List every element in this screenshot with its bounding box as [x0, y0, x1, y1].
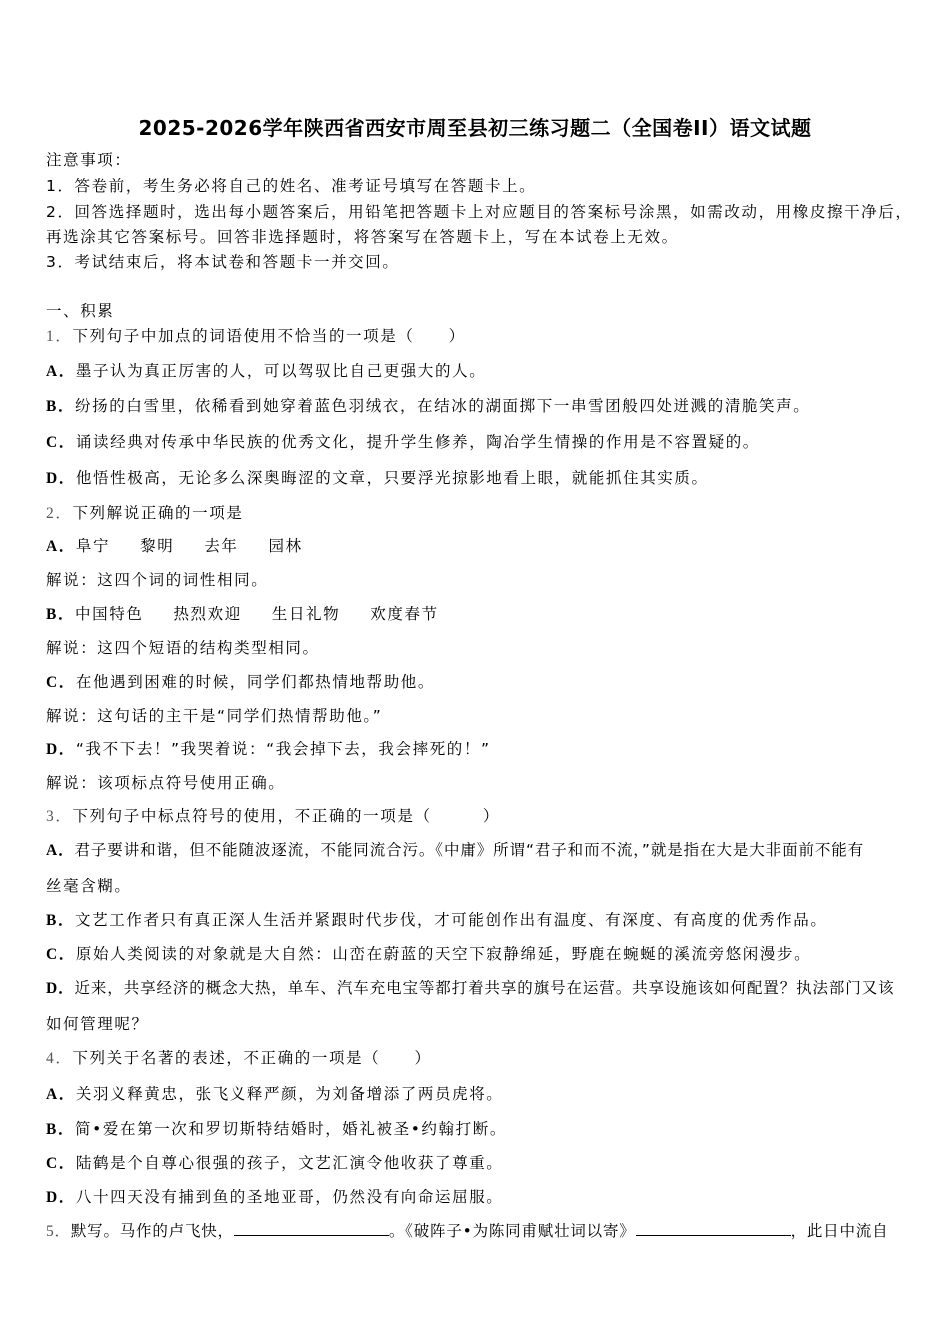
option-label: C．: [46, 434, 76, 451]
notice-item: 再选涂其它答案标号。回答非选择题时，将答案写在答题卡上，写在本试卷上无效。: [46, 228, 679, 246]
option-text: 文艺工作者只有真正深人生活并紧跟时代步伐，才可能创作出有温度、有深度、有高度的优秀作品。: [75, 911, 828, 929]
question-stem: 下列解说正确的一项是: [72, 504, 244, 522]
option-c: [46, 432, 760, 453]
question-number: 1．: [46, 328, 73, 345]
option-b: [46, 910, 827, 931]
question-text: 默写。马作的卢飞快，: [70, 1222, 234, 1240]
question-number: 4．: [46, 1050, 73, 1067]
question-4: [46, 1048, 432, 1069]
notice-item: 1．答卷前，考生务必将自己的姓名、准考证号填写在答题卡上。: [46, 177, 537, 195]
option-b: [46, 1119, 507, 1140]
question-5: [46, 1221, 888, 1242]
option-label: A．: [46, 538, 76, 555]
explanation: 解说：这四个短语的结构类型相同。: [46, 639, 320, 657]
question-stem: 下列句子中加点的词语使用不恰当的一项是（ ）: [72, 327, 466, 345]
explanation: 解说：这四个词的词性相同。: [46, 571, 269, 589]
word: 阜宁: [75, 537, 111, 555]
question-stem: 下列句子中标点符号的使用，不正确的一项是（ ）: [72, 807, 500, 825]
explanation: 解说：该项标点符号使用正确。: [46, 774, 286, 792]
option-label: D．: [46, 470, 76, 487]
option-label: D．: [46, 1189, 76, 1206]
option-b: [46, 396, 810, 417]
question-stem: 下列关于名著的表述，不正确的一项是（ ）: [72, 1049, 432, 1067]
option-text: 简•爱在第一次和罗切斯特结婚时，婚礼被圣•约翰打断。: [75, 1120, 507, 1138]
option-a: [46, 840, 864, 861]
option-b: [46, 604, 469, 625]
question-2: [46, 503, 243, 524]
option-c: [46, 1153, 503, 1174]
phrase: 热烈欢迎: [173, 605, 242, 623]
option-a: [46, 536, 333, 557]
question-number: 5．: [46, 1223, 71, 1240]
question-number: 3．: [46, 808, 73, 825]
question-number: 2．: [46, 505, 73, 522]
option-c: [46, 672, 435, 693]
option-text: 关羽义释黄忠，张飞义释严颜，为刘备增添了两员虎将。: [75, 1085, 504, 1103]
notice-item: 3．考试结束后，将本试卷和答题卡一并交回。: [46, 253, 400, 271]
option-d-continued: 如何管理呢？: [46, 1015, 149, 1033]
option-label: A．: [46, 363, 76, 380]
option-text: “我不下去！”我哭着说：“我会掉下去，我会摔死的！”: [75, 740, 491, 758]
option-label: D．: [46, 980, 75, 997]
option-text: 八十四天没有捕到鱼的圣地亚哥，仍然没有向命运屈服。: [75, 1188, 504, 1206]
option-text: 陆鹤是个自尊心很强的孩子，文艺汇演令他收获了尊重。: [75, 1154, 504, 1172]
option-label: B．: [46, 398, 76, 415]
option-d: [46, 739, 491, 760]
question-text: 。《破阵子•为陈同甫赋壮词以寄》: [388, 1222, 636, 1240]
phrase: 生日礼物: [271, 605, 341, 623]
word: 黎明: [140, 537, 175, 555]
option-label: A．: [46, 842, 75, 859]
option-a: [46, 361, 486, 382]
option-text: 近来，共享经济的概念大热，单车、汽车充电宝等都打着共享的旗号在运营。共享设施该如何配置？执法部门又该: [74, 979, 895, 997]
option-text: 诵读经典对传承中华民族的优秀文化，提升学生修养，陶冶学生情操的作用是不容置疑的。: [75, 433, 760, 451]
section-heading: 一、积累: [46, 302, 115, 320]
page-title: 2025-2026学年陕西省西安市周至县初三练习题二（全国卷II）语文试题: [138, 116, 812, 140]
option-text: 原始人类阅读的对象就是大自然：山峦在蔚蓝的天空下寂静绵延，野鹿在蜿蜒的溪流旁悠闲漫步。: [75, 945, 812, 963]
fill-blank[interactable]: [234, 1221, 389, 1236]
option-a-continued: 丝毫含糊。: [46, 877, 132, 895]
option-text: 纷扬的白雪里，依稀看到她穿着蓝色羽绒衣，在结冰的湖面掷下一串雪团般四处迸溅的清脆笑声。: [75, 397, 811, 415]
option-label: A．: [46, 1086, 76, 1103]
option-label: C．: [46, 1155, 76, 1172]
question-1: [46, 326, 466, 347]
word: 园林: [268, 537, 303, 555]
option-label: B．: [46, 606, 76, 623]
phrase: 中国特色: [75, 605, 144, 623]
option-a: [46, 1084, 503, 1105]
option-d: [46, 468, 709, 489]
option-d: [46, 978, 895, 999]
option-d: [46, 1187, 503, 1208]
fill-blank[interactable]: [636, 1221, 791, 1236]
option-label: D．: [46, 741, 76, 758]
explanation: 解说：这句话的主干是“同学们热情帮助他。”: [46, 707, 383, 725]
option-label: B．: [46, 1121, 76, 1138]
option-label: C．: [46, 674, 76, 691]
option-label: B．: [46, 912, 76, 929]
question-3: [46, 806, 500, 827]
option-text: 君子要讲和谐，但不能随波逐流，不能同流合污。《中庸》所谓“君子和而不流，”就是指在大是大非面前不能有: [74, 841, 865, 859]
word: 去年: [204, 537, 239, 555]
notice-item: 2．回答选择题时，选出每小题答案后，用铅笔把答题卡上对应题目的答案标号涂黑，如需改动，用橡皮擦干净后，: [46, 203, 913, 221]
option-text: 在他遇到困难的时候，同学们都热情地帮助他。: [75, 673, 436, 691]
phrase: 欢度春节: [370, 605, 439, 623]
option-text: 他悟性极高，无论多么深奥晦涩的文章，只要浮光掠影地看上眼，就能抓住其实质。: [75, 469, 709, 487]
option-c: [46, 944, 811, 965]
question-text: ，此日中流自: [790, 1222, 889, 1240]
option-label: C．: [46, 946, 76, 963]
notice-heading: 注意事项：: [46, 151, 132, 169]
option-text: 墨子认为真正厉害的人，可以驾驭比自己更强大的人。: [75, 362, 487, 380]
